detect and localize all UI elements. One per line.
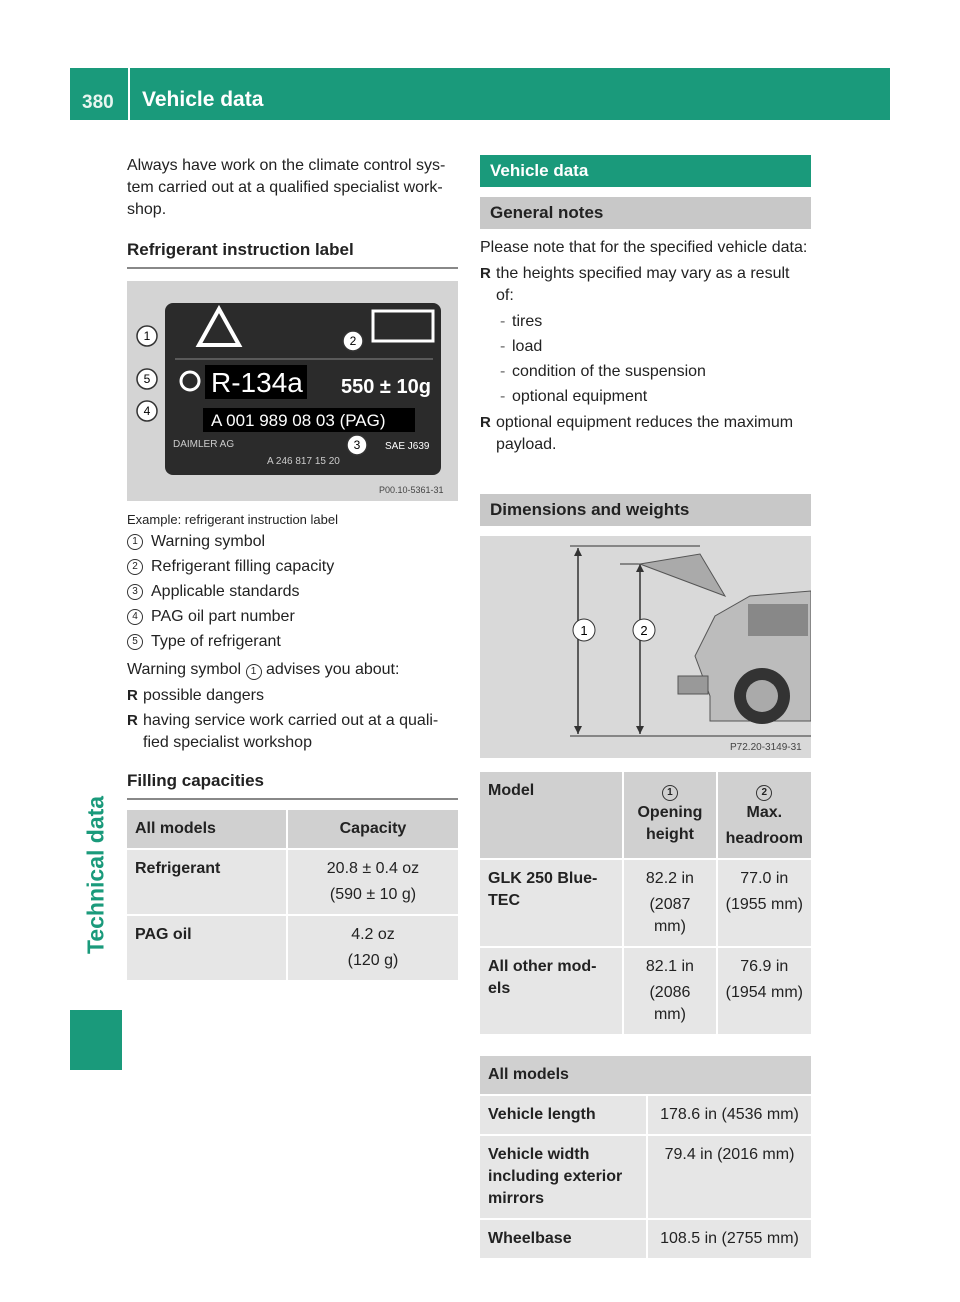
svg-text:5: 5 xyxy=(143,372,151,386)
bullet-list xyxy=(480,412,811,456)
table-cell: GLK 250 Blue-TEC xyxy=(480,860,622,946)
section-bar-general-notes: General notes xyxy=(480,197,811,229)
table-header-row xyxy=(127,810,458,848)
svg-text:4: 4 xyxy=(143,404,151,418)
list-item: R the heights specified may vary as a result of: xyxy=(480,263,811,307)
table-row xyxy=(480,860,811,946)
callout-2-icon: 2 xyxy=(127,559,143,575)
table-cell: Vehicle width including exterior mirrors xyxy=(480,1136,646,1218)
table-cell: 76.9 in (1954 mm) xyxy=(718,948,811,1034)
section-bar-dimensions: Dimensions and weights xyxy=(480,494,811,526)
svg-text:2: 2 xyxy=(349,334,357,348)
warning-sentence: Warning symbol 1 advises you about: xyxy=(127,661,400,678)
legend-item xyxy=(127,631,458,653)
vehicle-dimensions-image xyxy=(480,536,811,758)
header-divider xyxy=(128,68,130,120)
side-tab-label: Technical data xyxy=(82,795,109,955)
list-item: R having service work carried out at a quali-fied specialist workshop xyxy=(127,710,458,754)
table-row xyxy=(480,948,811,1034)
table-header: All models xyxy=(127,810,286,848)
page-number: 380 xyxy=(82,92,114,113)
callout-1-icon: 1 xyxy=(127,534,143,550)
legend-label: Type of refrigerant xyxy=(151,633,281,650)
code-text: A 246 817 15 20 xyxy=(267,456,340,467)
table-cell: 77.0 in (1955 mm) xyxy=(718,860,811,946)
table-cell: 4.2 oz (120 g) xyxy=(288,916,458,980)
list-item: - optional equipment xyxy=(496,386,811,408)
table-cell: All other mod-els xyxy=(480,948,622,1034)
callout-5-icon: 5 xyxy=(127,634,143,650)
list-item: - condition of the suspension xyxy=(496,361,811,383)
svg-text:3: 3 xyxy=(353,438,361,452)
svg-text:2: 2 xyxy=(640,623,648,638)
table-header: Model xyxy=(480,772,622,858)
list-item: R possible dangers xyxy=(127,685,458,707)
side-tab-block xyxy=(70,1010,122,1070)
svg-text:1: 1 xyxy=(580,623,588,638)
legend-label: Warning symbol xyxy=(151,533,266,550)
page-header xyxy=(70,68,890,120)
label-illustration xyxy=(127,281,458,501)
legend-item xyxy=(127,606,458,628)
section-bar-vehicle-data: Vehicle data xyxy=(480,155,811,187)
standard-text: SAE J639 xyxy=(385,441,430,452)
table-cell: Wheelbase xyxy=(480,1220,646,1258)
dash-list xyxy=(480,311,811,408)
table-row xyxy=(480,1096,811,1134)
legend-label: Refrigerant filling capacity xyxy=(151,558,335,575)
vehicle-illustration xyxy=(480,536,811,758)
vehicle-ref-text: P72.20-3149-31 xyxy=(730,742,802,753)
legend-item xyxy=(127,581,458,603)
table-cell: Refrigerant xyxy=(127,850,286,914)
callout-4-icon: 4 xyxy=(127,609,143,625)
table-cell: 108.5 in (2755 mm) xyxy=(648,1220,811,1258)
table-header: 1 Opening height xyxy=(624,772,715,858)
maker-text: DAIMLER AG xyxy=(173,439,235,450)
callout-2-icon: 2 xyxy=(756,785,772,801)
table-row xyxy=(127,850,458,914)
table-cell: PAG oil xyxy=(127,916,286,980)
legend-list xyxy=(127,531,458,653)
table-header-row xyxy=(480,772,811,858)
table-cell: 82.1 in (2086 mm) xyxy=(624,948,715,1034)
list-item: - tires xyxy=(496,311,811,333)
legend-item xyxy=(127,556,458,578)
bullet-list xyxy=(480,263,811,307)
page-title: Vehicle data xyxy=(142,88,264,111)
table-row xyxy=(480,1136,811,1218)
image-caption: Example: refrigerant instruction label xyxy=(127,512,338,527)
callout-3-icon: 3 xyxy=(127,584,143,600)
legend-item xyxy=(127,531,458,553)
table-row xyxy=(127,916,458,980)
filling-capacities-table xyxy=(125,808,460,982)
section-heading-label: Refrigerant instruction label xyxy=(127,239,458,269)
table-header: Capacity xyxy=(288,810,458,848)
all-models-table xyxy=(478,1054,813,1260)
refrigerant-label-image xyxy=(127,281,458,501)
section-heading-filling: Filling capacities xyxy=(127,770,458,800)
table-row xyxy=(480,1220,811,1258)
callout-1-icon: 1 xyxy=(246,664,262,680)
list-item: - load xyxy=(496,336,811,358)
legend-label: PAG oil part number xyxy=(151,608,295,625)
right-column xyxy=(480,155,811,1260)
table-header: 2 Max. headroom xyxy=(718,772,811,858)
table-cell: 82.2 in (2087 mm) xyxy=(624,860,715,946)
table-cell: 79.4 in (2016 mm) xyxy=(648,1136,811,1218)
part-number-text: A 001 989 08 03 (PAG) xyxy=(211,411,386,430)
callout-1-icon: 1 xyxy=(662,785,678,801)
legend-label: Applicable standards xyxy=(151,583,300,600)
table-header: All models xyxy=(480,1056,811,1094)
table-cell: 178.6 in (4536 mm) xyxy=(648,1096,811,1134)
left-column xyxy=(127,155,458,982)
list-item: R optional equipment reduces the maximum payload. xyxy=(480,412,811,456)
bullet-list xyxy=(127,685,458,754)
svg-text:1: 1 xyxy=(143,329,151,343)
refrigerant-type-text: R-134a xyxy=(211,367,303,398)
label-ref-text: P00.10-5361-31 xyxy=(379,485,444,495)
model-heights-table xyxy=(478,770,813,1036)
table-cell: Vehicle length xyxy=(480,1096,646,1134)
intro-text: Always have work on the climate control sys-tem carried out at a qualified specialist work-shop. xyxy=(127,157,446,218)
capacity-text: 550 ± 10g xyxy=(341,376,431,398)
table-header-row xyxy=(480,1056,811,1094)
table-cell: 20.8 ± 0.4 oz (590 ± 10 g) xyxy=(288,850,458,914)
notes-text: Please note that for the specified vehicle data: xyxy=(480,239,808,256)
